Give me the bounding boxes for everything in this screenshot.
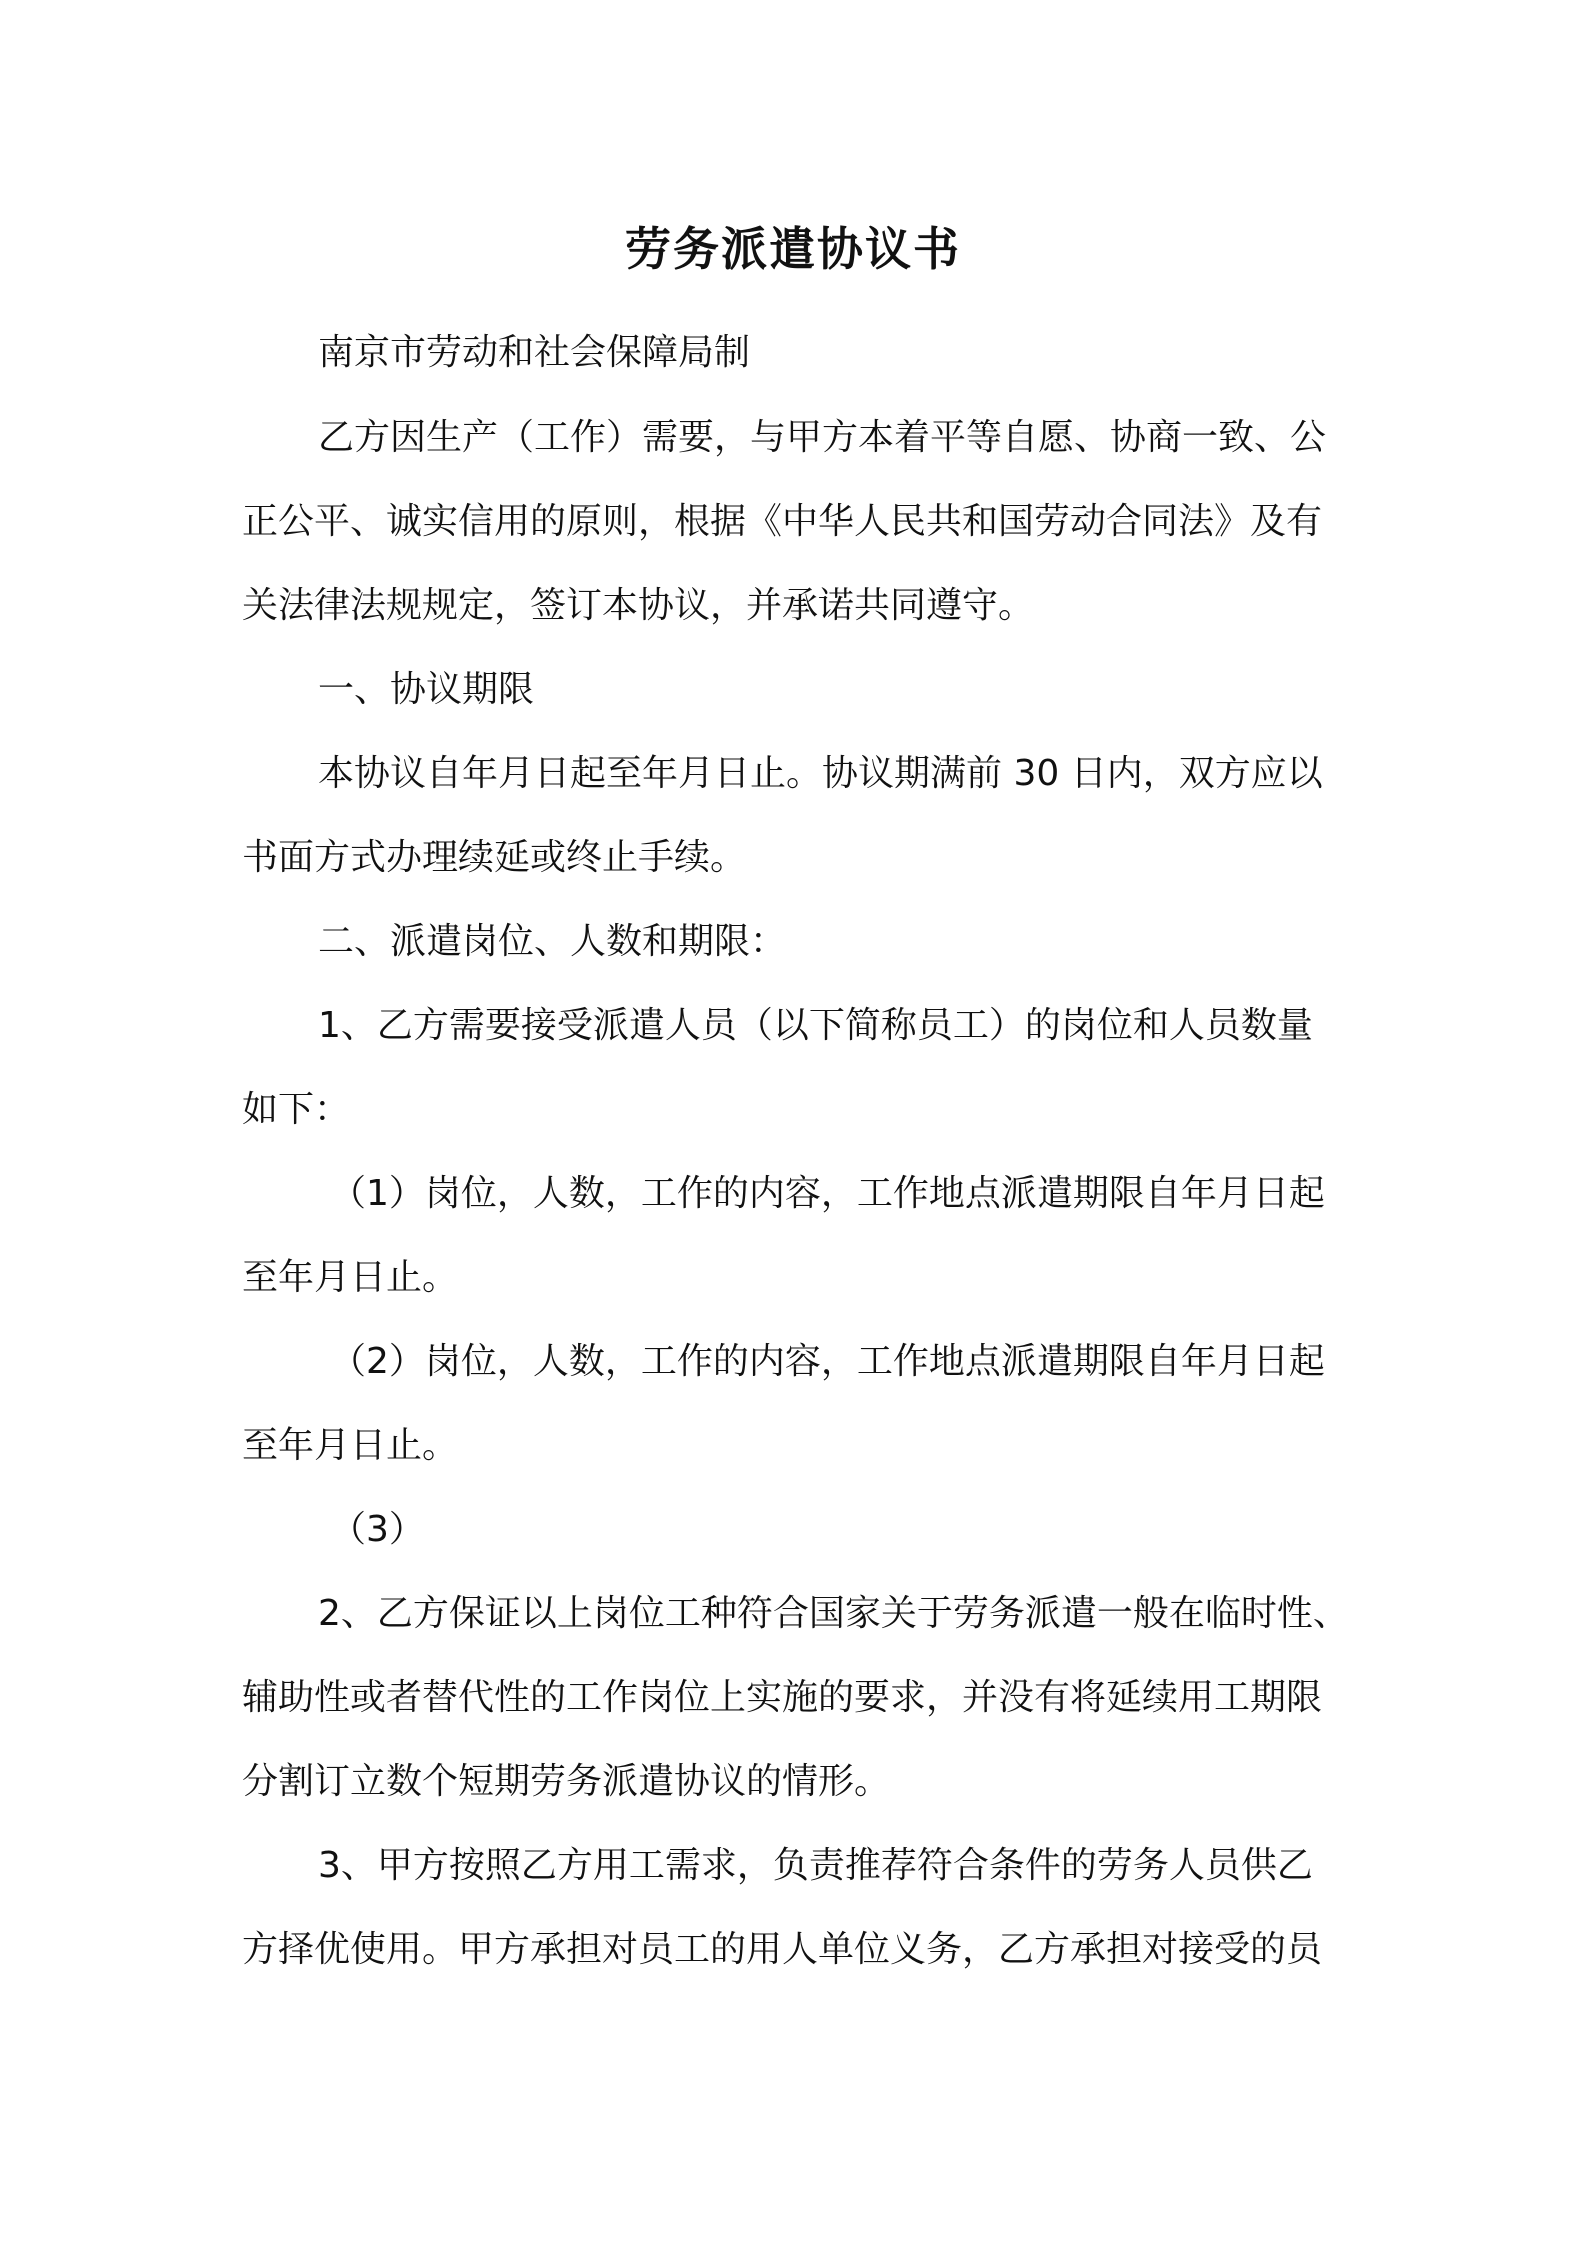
paragraph-line: 本协议自年月日起至年月日止。协议期满前 30 日内，双方应以 bbox=[318, 753, 1323, 794]
paragraph-line: 书面方式办理续延或终止手续。 bbox=[242, 837, 747, 878]
list-item-line: 至年月日止。 bbox=[242, 1425, 459, 1466]
paragraph-line: 1、乙方需要接受派遣人员（以下简称员工）的岗位和人员数量 bbox=[318, 1005, 1313, 1046]
list-item-line: （3） bbox=[330, 1509, 425, 1550]
paragraph-line: 关法律法规规定，签订本协议，并承诺共同遵守。 bbox=[242, 585, 1035, 626]
list-item-line: （2）岗位，人数，工作的内容，工作地点派遣期限自年月日起 bbox=[330, 1341, 1325, 1382]
section-heading: 二、派遣岗位、人数和期限： bbox=[318, 921, 787, 962]
paragraph-line: 方择优使用。甲方承担对员工的用人单位义务，乙方承担对接受的员 bbox=[242, 1929, 1323, 1970]
paragraph-line: 辅助性或者替代性的工作岗位上实施的要求，并没有将延续用工期限 bbox=[242, 1677, 1323, 1718]
paragraph-line: 如下： bbox=[242, 1089, 351, 1130]
paragraph-line: 乙方因生产（工作）需要，与甲方本着平等自愿、协商一致、公 bbox=[318, 417, 1327, 458]
paragraph-line: 2、乙方保证以上岗位工种符合国家关于劳务派遣一般在临时性、 bbox=[318, 1593, 1349, 1634]
section-heading: 一、协议期限 bbox=[318, 669, 535, 710]
list-item-line: 至年月日止。 bbox=[242, 1257, 459, 1298]
document-title: 劳务派遣协议书 bbox=[625, 222, 961, 276]
paragraph-line: 分割订立数个短期劳务派遣协议的情形。 bbox=[242, 1761, 891, 1802]
list-item-line: （1）岗位，人数，工作的内容，工作地点派遣期限自年月日起 bbox=[330, 1173, 1325, 1214]
paragraph-line: 正公平、诚实信用的原则，根据《中华人民共和国劳动合同法》及有 bbox=[242, 501, 1323, 542]
issuer-line: 南京市劳动和社会保障局制 bbox=[318, 332, 751, 373]
paragraph-line: 3、甲方按照乙方用工需求，负责推荐符合条件的劳务人员供乙 bbox=[318, 1845, 1313, 1886]
